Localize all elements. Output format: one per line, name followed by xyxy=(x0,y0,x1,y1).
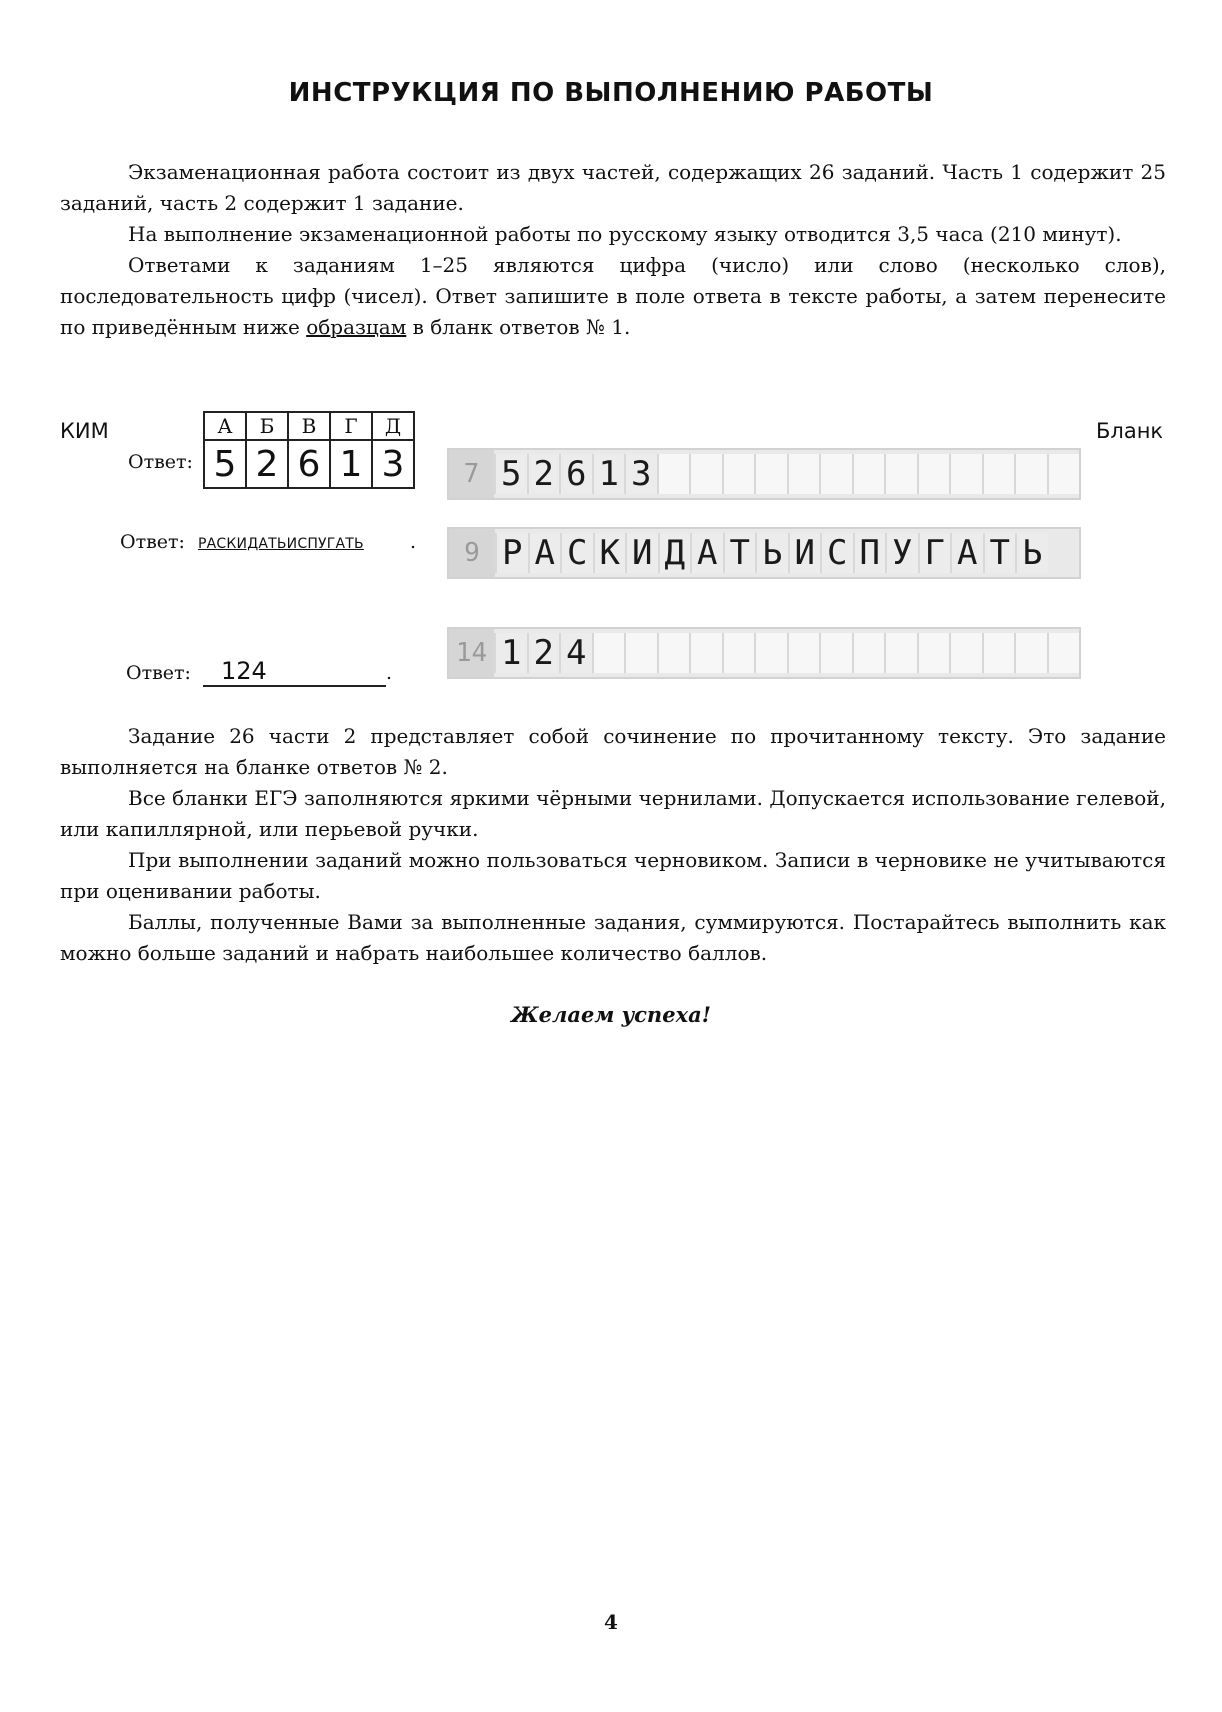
samples-link: образцам xyxy=(306,315,407,339)
intro-paragraph-3-end: в бланк ответов № 1. xyxy=(406,315,631,339)
blank-cell xyxy=(1014,454,1047,494)
outro-paragraph-3: При выполнении заданий можно пользоваться черновиком. Записи в черновике не учитываются при оценивании работы. xyxy=(60,848,1166,903)
table-header-v: В xyxy=(288,412,330,440)
page-title: ИНСТРУКЦИЯ ПО ВЫПОЛНЕНИЮ РАБОТЫ xyxy=(288,78,934,108)
blank-cell xyxy=(1047,633,1080,673)
blank-cell xyxy=(1014,633,1047,673)
kim-answer-table xyxy=(203,411,415,489)
blank-row-9 xyxy=(447,527,1081,579)
table-header-b: Б xyxy=(246,412,288,440)
blank-row-number: 14 xyxy=(449,629,494,677)
blank-cell: У xyxy=(885,533,918,573)
table-value-a: 5 xyxy=(204,440,246,488)
outro-paragraph-4: Баллы, полученные Вами за выполненные задания, суммируются. Постарайтесь выполнить как можно больше заданий и набрать наибольшее количество баллов. xyxy=(60,910,1166,965)
table-value-g: 1 xyxy=(330,440,372,488)
blank-cell xyxy=(592,633,625,673)
blank-row-cells xyxy=(495,529,1079,577)
word-answer-period: . xyxy=(410,531,417,553)
kim-label: КИМ xyxy=(60,419,109,443)
blank-cell xyxy=(722,633,755,673)
blank-cell: И xyxy=(625,533,658,573)
blank-cell: П xyxy=(853,533,886,573)
blank-cell xyxy=(754,454,787,494)
answer-label-3: Ответ: xyxy=(126,662,191,684)
blank-cell xyxy=(949,454,982,494)
blank-cell xyxy=(982,454,1015,494)
page-number: 4 xyxy=(604,1610,618,1634)
blank-cell xyxy=(787,633,820,673)
blank-cell: Д xyxy=(658,533,691,573)
blank-cell: А xyxy=(690,533,723,573)
blank-cell xyxy=(819,633,852,673)
blank-cell: 1 xyxy=(592,454,625,494)
blank-cell xyxy=(657,633,690,673)
blank-cell: 6 xyxy=(559,454,592,494)
outro-text xyxy=(60,721,1166,969)
blank-cell xyxy=(884,454,917,494)
word-answer: РАСКИДАТЬИСПУГАТЬ xyxy=(198,536,364,552)
blank-cell: 3 xyxy=(624,454,657,494)
answer-label-1: Ответ: xyxy=(128,451,193,473)
blank-cell: А xyxy=(950,533,983,573)
intro-paragraph-3-text: Ответами к заданиям 1–25 являются цифра (число) или слово (несколько слов), последовательность цифр (чисел). Ответ запишите в поле ответа в тексте работы, а затем перенесите по приведённым ниже xyxy=(60,253,1166,339)
blank-cell xyxy=(722,454,755,494)
outro-paragraph-1: Задание 26 части 2 представляет собой сочинение по прочитанному тексту. Это задание выполняется на бланке ответов № 2. xyxy=(60,724,1166,779)
number-answer: 124 xyxy=(221,657,267,685)
blank-cell xyxy=(689,454,722,494)
blank-cell: К xyxy=(593,533,626,573)
blank-cell xyxy=(819,454,852,494)
blank-label: Бланк xyxy=(1096,419,1164,443)
table-value-v: 6 xyxy=(288,440,330,488)
blank-cell: Р xyxy=(495,533,528,573)
answer-label-2: Ответ: xyxy=(120,531,185,553)
blank-cell xyxy=(689,633,722,673)
blank-cell xyxy=(787,454,820,494)
blank-cell: 2 xyxy=(527,633,560,673)
blank-cell xyxy=(917,633,950,673)
table-value-b: 2 xyxy=(246,440,288,488)
blank-cell xyxy=(852,454,885,494)
blank-cell: С xyxy=(560,533,593,573)
outro-paragraph-2: Все бланки ЕГЭ заполняются яркими чёрными чернилами. Допускается использование гелевой, или капиллярной, или перьевой ручки. xyxy=(60,786,1166,841)
table-header-a: А xyxy=(204,412,246,440)
blank-row-cells xyxy=(494,629,1079,677)
blank-cell xyxy=(754,633,787,673)
blank-cell: Ь xyxy=(755,533,788,573)
blank-cell xyxy=(624,633,657,673)
intro-paragraph-2: На выполнение экзаменационной работы по русскому языку отводится 3,5 часа (210 минут). xyxy=(128,222,1122,246)
blank-cell: А xyxy=(528,533,561,573)
blank-cell: 4 xyxy=(559,633,592,673)
blank-cell xyxy=(657,454,690,494)
blank-cell: 1 xyxy=(494,633,527,673)
blank-row-14 xyxy=(447,627,1081,679)
intro-paragraph-3 xyxy=(60,250,1166,343)
blank-cell: Т xyxy=(723,533,756,573)
blank-row-cells xyxy=(494,450,1079,498)
number-answer-line xyxy=(203,654,386,687)
blank-cell: 5 xyxy=(494,454,527,494)
blank-cell: Т xyxy=(983,533,1016,573)
blank-cell: С xyxy=(820,533,853,573)
table-header-d: Д xyxy=(372,412,414,440)
blank-cell xyxy=(852,633,885,673)
blank-cell xyxy=(917,454,950,494)
blank-row-number: 7 xyxy=(449,450,494,498)
blank-cell xyxy=(949,633,982,673)
blank-cell: И xyxy=(788,533,821,573)
intro-text xyxy=(60,157,1166,343)
blank-cell: Ь xyxy=(1015,533,1048,573)
blank-row-7 xyxy=(447,448,1081,500)
blank-cell: Г xyxy=(918,533,951,573)
number-answer-period: . xyxy=(386,662,393,684)
table-header-g: Г xyxy=(330,412,372,440)
good-luck-wish: Желаем успеха! xyxy=(511,1002,711,1027)
intro-paragraph-1: Экзаменационная работа состоит из двух частей, содержащих 26 заданий. Часть 1 содержит 25 заданий, часть 2 содержит 1 задание. xyxy=(60,160,1166,215)
table-value-d: 3 xyxy=(372,440,414,488)
blank-cell xyxy=(1047,454,1080,494)
blank-cell: 2 xyxy=(527,454,560,494)
blank-cell xyxy=(884,633,917,673)
blank-row-number: 9 xyxy=(449,529,495,577)
blank-cell xyxy=(982,633,1015,673)
